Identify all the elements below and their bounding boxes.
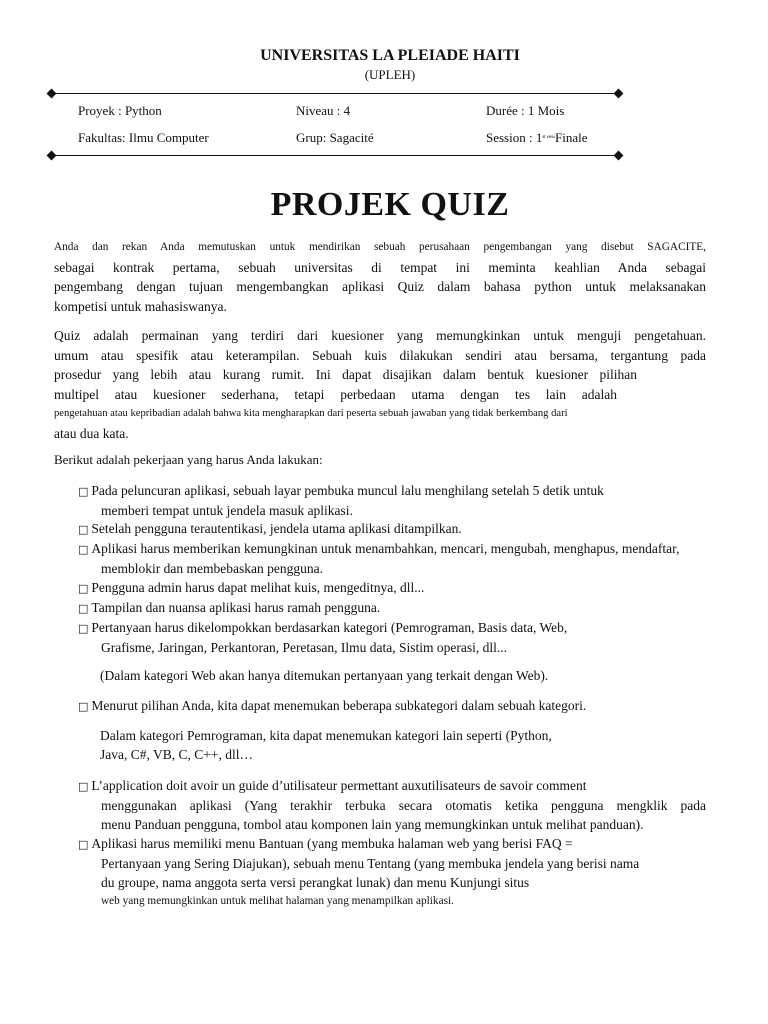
header-top-rule [52,93,618,94]
paragraph-quiz [54,326,706,443]
checkbox-icon: □ [78,838,89,851]
niveau-label: Niveau : 4 [296,103,351,118]
text-line: pengetahuan atau kepribadian adalah bahwa kita mengharapkan dari peserta sebuah jawaban yang tidak berkembang dari [54,408,568,419]
list-item: □ Aplikasi harus memiliki menu Bantuan (yang membuka halaman web yang berisi FAQ = Pertanyaan yang Sering Diajukan), sebuah menu Tentang (yang membuka jendela yang berisi nama du groupe, nama anggota serta versi perangkat lunak) dan menu Kunjungi situs web yang memungkinkan untuk melihat halaman yang menampilkan aplikasi. [78,836,640,907]
checkbox-icon: □ [78,602,89,615]
text-line: Quiz adalah permainan yang terdiri dari kuesioner yang memungkinkan untuk menguji pengetahuan. [54,328,706,343]
list-item: □ Pertanyaan harus dikelompokkan berdasarkan kategori (Pemrograman, Basis data, Web, Grafisme, Jaringan, Perkantoran, Peretasan, Ilmu data, Sistim operasi, dll... [78,620,568,655]
paragraph-intro [54,238,706,316]
list-item: □ Pengguna admin harus dapat melihat kuis, mengeditnya, dll... [78,580,425,595]
list-item: □ L’application doit avoir un guide d’utilisateur permettant auxutilisateurs de savoir comment menggunakan aplikasi (Yang terakhir terbuka secara otomatis ketika pengguna mengklik pada menu Panduan pengguna, tombol atau komponen lain yang memungkinkan untuk melihat panduan). [78,778,706,832]
text-line: Anda dan rekan Anda memutuskan untuk mendirikan sebuah perusahaan pengembangan yang disebut SAGACITE, [54,241,706,253]
note-web-category: (Dalam kategori Web akan hanya ditemukan pertanyaan yang terkait dengan Web). [100,668,549,683]
page-title: PROJEK QUIZ [270,186,510,223]
checkbox-icon: □ [78,523,89,536]
text-line: prosedur yang lebih atau kurang rumit. Ini dapat disajikan dalam bentuk kuesioner pilihan [54,367,637,382]
list-item: □ Menurut pilihan Anda, kita dapat menemukan beberapa subkategori dalam sebuah kategori. [78,698,587,713]
text-line: umum atau spesifik atau keterampilan. Sebuah kuis dilakukan sendiri atau bersama, tergantung pada [54,347,706,363]
list-item: □ Aplikasi harus memberikan kemungkinan untuk menambahkan, mencari, mengubah, menghapus, mendaftar, memblokir dan membebaskan pengguna. [78,541,680,576]
duree-label: Durée : 1 Mois [486,103,565,118]
header-bottom-rule [52,155,618,156]
checkbox-icon: □ [78,543,89,556]
tasks-intro: Berikut adalah pekerjaan yang harus Anda lakukan: [54,452,323,467]
checkbox-icon: □ [78,582,89,595]
list-item: □ Tampilan dan nuansa aplikasi harus ramah pengguna. [78,600,381,615]
note-programming-category: Dalam kategori Pemrograman, kita dapat menemukan kategori lain seperti (Python, Java, C#, VB, C, C++, dll… [100,728,552,762]
text-line: multipel atau kuesioner sederhana, tetapi perbedaan utama dengan tes lain adalah [54,386,617,402]
checkbox-icon: □ [78,485,89,498]
list-item: □ Pada peluncuran aplikasi, sebuah layar pembuka muncul lalu menghilang setelah 5 detik untuk memberi tempat untuk jendela masuk aplikasi. [78,483,604,518]
text-line: pengembang dengan tujuan mengembangkan aplikasi Quiz dalam bahasa python untuk melaksanakan [54,279,706,294]
list-item: □ Setelah pengguna terautentikasi, jendela utama aplikasi ditampilkan. [78,521,462,536]
fakultas-label: Fakultas: Ilmu Computer [78,130,209,145]
checkbox-icon: □ [78,780,89,793]
university-abbreviation: (UPLEH) [364,67,416,82]
grup-label: Grup: Sagacité [296,130,374,145]
text-line: sebagai kontrak pertama, sebuah universitas di tempat ini meminta keahlian Anda sebagai [54,259,706,275]
session-label: Session : $1^{st sess}Finale$ [486,130,588,145]
checkbox-icon: □ [78,700,89,713]
text-line: kompetisi untuk mahasiswanya. [54,298,227,314]
proyek-label: Proyek : Python [78,103,162,118]
university-name: UNIVERSITAS LA PLEIADE HAITI [260,47,520,64]
checkbox-icon: □ [78,622,89,635]
text-line: atau dua kata. [54,425,129,441]
